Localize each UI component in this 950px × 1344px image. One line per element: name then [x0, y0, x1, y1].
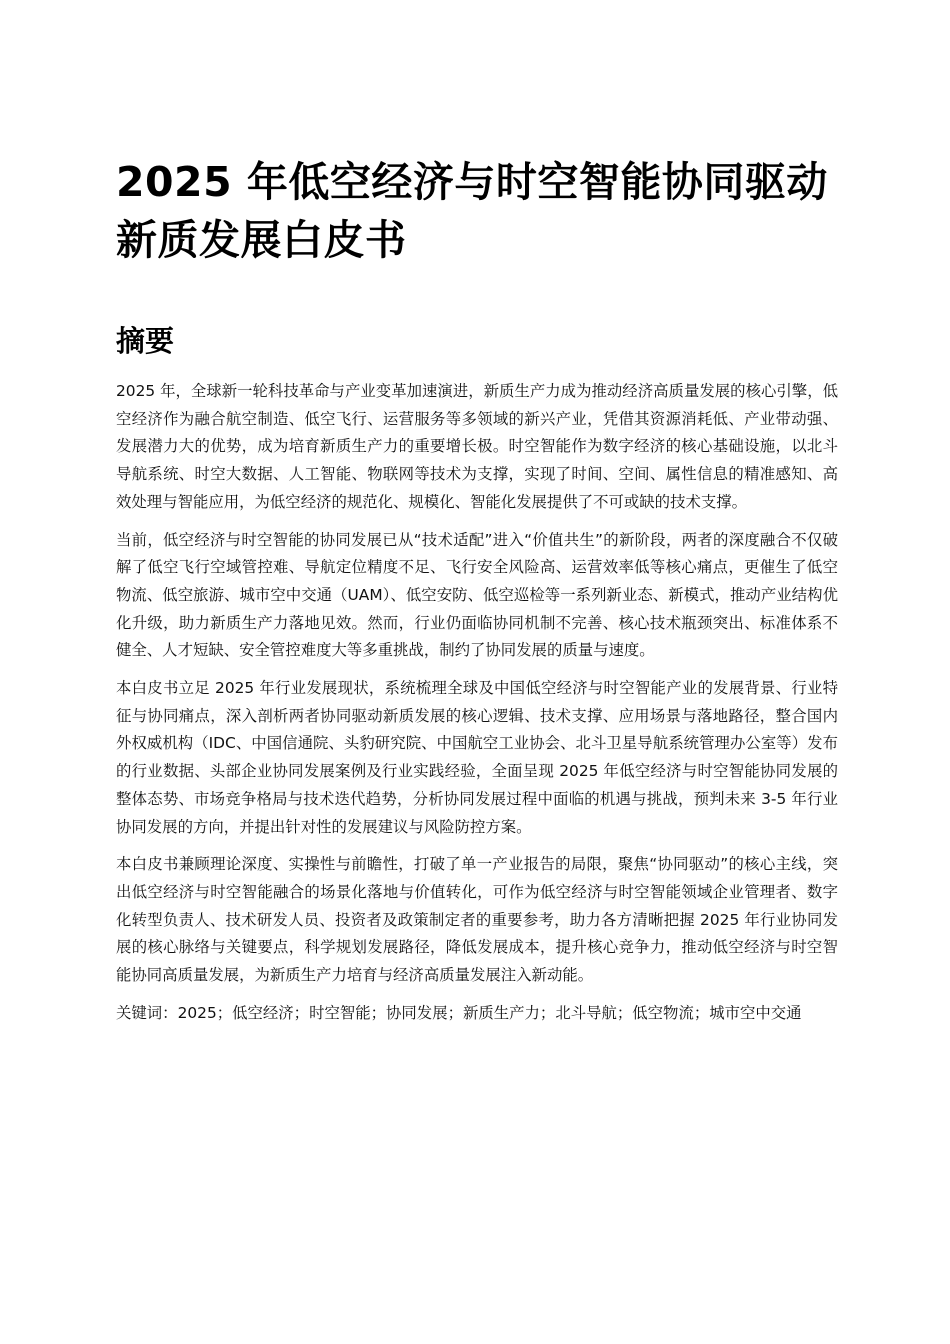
- abstract-paragraph: 2025 年，全球新一轮科技革命与产业变革加速演进，新质生产力成为推动经济高质量发展的核心引擎，低空经济作为融合航空制造、低空飞行、运营服务等多领域的新兴产业，凭借其资源消耗低、产业带动强、发展潜力大的优势，成为培育新质生产力的重要增长极。时空智能作为数字经济的核心基础设施，以北斗导航系统、时空大数据、人工智能、物联网等技术为支撑，实现了时间、空间、属性信息的精准感知、高效处理与智能应用，为低空经济的规范化、规模化、智能化发展提供了不可或缺的技术支撑。: [116, 382, 838, 511]
- abstract-paragraph: 当前，低空经济与时空智能的协同发展已从“技术适配”进入“价值共生”的新阶段，两者的深度融合不仅破解了低空飞行空域管控难、导航定位精度不足、飞行安全风险高、运营效率低等核心痛点，更催生了低空物流、低空旅游、城市空中交通（UAM）、低空安防、低空巡检等一系列新业态、新模式，推动产业结构优化升级，助力新质生产力落地见效。然而，行业仍面临协同机制不完善、核心技术瓶颈突出、标准体系不健全、人才短缺、安全管控难度大等多重挑战，制约了协同发展的质量与速度。: [116, 530, 838, 660]
- abstract-body: [116, 378, 838, 1027]
- abstract-paragraph: 本白皮书立足 2025 年行业发展现状，系统梳理全球及中国低空经济与时空智能产业的发展背景、行业特征与协同痛点，深入剖析两者协同驱动新质发展的核心逻辑、技术支撑、应用场景与落地路径，整合国内外权威机构（IDC、中国信通院、头豹研究院、中国航空工业协会、北斗卫星导航系统管理办公室等）发布的行业数据、头部企业协同发展案例及行业实践经验，全面呈现 2025 年低空经济与时空智能协同发展的整体态势、市场竞争格局与技术迭代趋势，分析协同发展过程中面临的机遇与挑战，预判未来 3-5 年行业协同发展的方向，并提出针对性的发展建议与风险防控方案。: [116, 679, 838, 836]
- abstract-heading: 摘要: [116, 324, 175, 358]
- document-title: 2025 年低空经济与时空智能协同驱动新质发展白皮书: [116, 158, 828, 264]
- abstract-paragraph: 本白皮书兼顾理论深度、实操性与前瞻性，打破了单一产业报告的局限，聚焦“协同驱动”的核心主线，突出低空经济与时空智能融合的场景化落地与价值转化，可作为低空经济与时空智能领域企业管理者、数字化转型负责人、技术研发人员、投资者及政策制定者的重要参考，助力各方清晰把握 2025 年行业协同发展的核心脉络与关键要点，科学规划发展路径，降低发展成本，提升核心竞争力，推动低空经济与时空智能协同高质量发展，为新质生产力培育与经济高质量发展注入新动能。: [116, 855, 838, 985]
- keywords-line: 关键词：2025；低空经济；时空智能；协同发展；新质生产力；北斗导航；低空物流；城市空中交通: [116, 1003, 802, 1022]
